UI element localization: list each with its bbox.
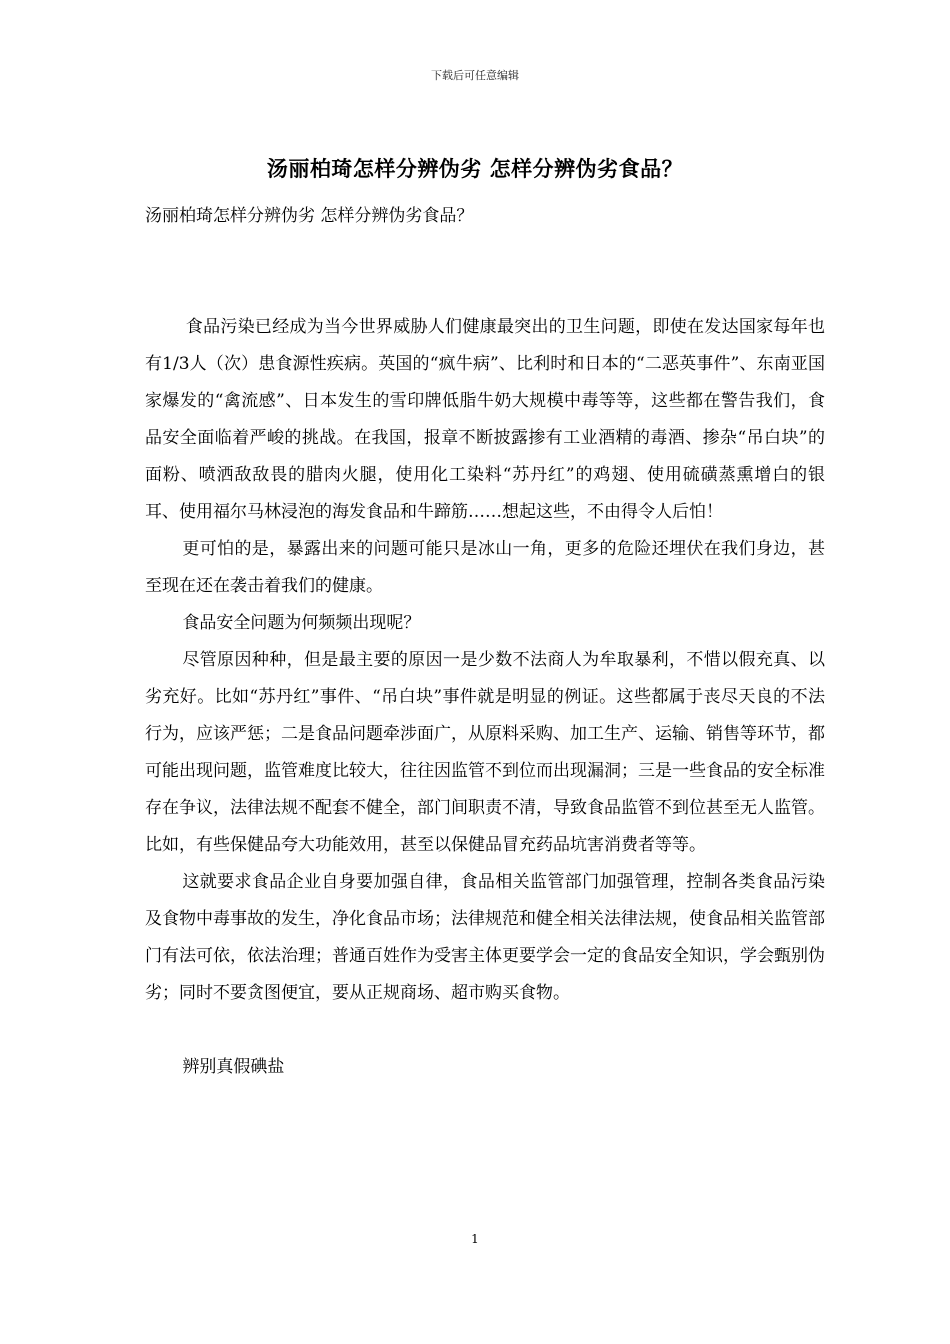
paragraph-requirements: 这就要求食品企业自身要加强自律，食品相关监管部门加强管理，控制各类食品污染及食物中毒事故的发生，净化食品市场；法律规范和健全相关法律法规，使食品相关监管部门有法可依，依法治理；普通百姓作为受害主体更要学会一定的食品安全知识，学会甄别伪劣；同时不要贪图便宜，要从正规商场、超市购买食物。 [145, 872, 825, 1003]
paragraph-question: 食品安全问题为何频频出现呢？ [182, 613, 421, 633]
document-subtitle: 汤丽柏琦怎样分辨伪劣 怎样分辨伪劣食品？ [145, 206, 474, 226]
document-body [145, 198, 825, 1086]
paragraph-tip-of-iceberg: 更可怕的是，暴露出来的问题可能只是冰山一角，更多的危险还埋伏在我们身边，甚至现在还在袭击着我们的健康。 [145, 539, 825, 596]
section-heading-iodized-salt: 辨别真假碘盐 [182, 1057, 285, 1077]
page-number: 1 [471, 1232, 479, 1246]
paragraph-food-pollution: 食品污染已经成为当今世界威胁人们健康最突出的卫生问题，即使在发达国家每年也有1/3人（次）患食源性疾病。英国的“疯牛病”、比利时和日本的“二恶英事件”、东南亚国家爆发的“禽流感”、日本发生的雪印牌低脂牛奶大规模中毒等等，这些都在警告我们，食品安全面临着严峻的挑战。在我国，报章不断披露掺有工业酒精的毒酒、掺杂“吊白块”的面粉、喷洒敌敌畏的腊肉火腿，使用化工染料“苏丹红”的鸡翅、使用硫磺蒸熏增白的银耳、使用福尔马林浸泡的海发食品和牛蹄筋……想起这些，不由得令人后怕！ [145, 317, 825, 522]
document-title: 汤丽柏琦怎样分辨伪劣 怎样分辨伪劣食品？ [266, 156, 684, 181]
header-note: 下载后可任意编辑 [431, 69, 519, 82]
blank-line [145, 272, 825, 309]
paragraph-reasons: 尽管原因种种，但是最主要的原因一是少数不法商人为牟取暴利，不惜以假充真、以劣充好。比如“苏丹红”事件、“吊白块”事件就是明显的例证。这些都属于丧尽天良的不法行为，应该严惩；二是食品问题牵涉面广，从原料采购、加工生产、运输、销售等环节，都可能出现问题，监管难度比较大，往往因监管不到位而出现漏洞；三是一些食品的安全标准存在争议，法律法规不配套不健全，部门间职责不清，导致食品监管不到位甚至无人监管。比如，有些保健品夸大功能效用，甚至以保健品冒充药品坑害消费者等等。 [145, 650, 825, 855]
